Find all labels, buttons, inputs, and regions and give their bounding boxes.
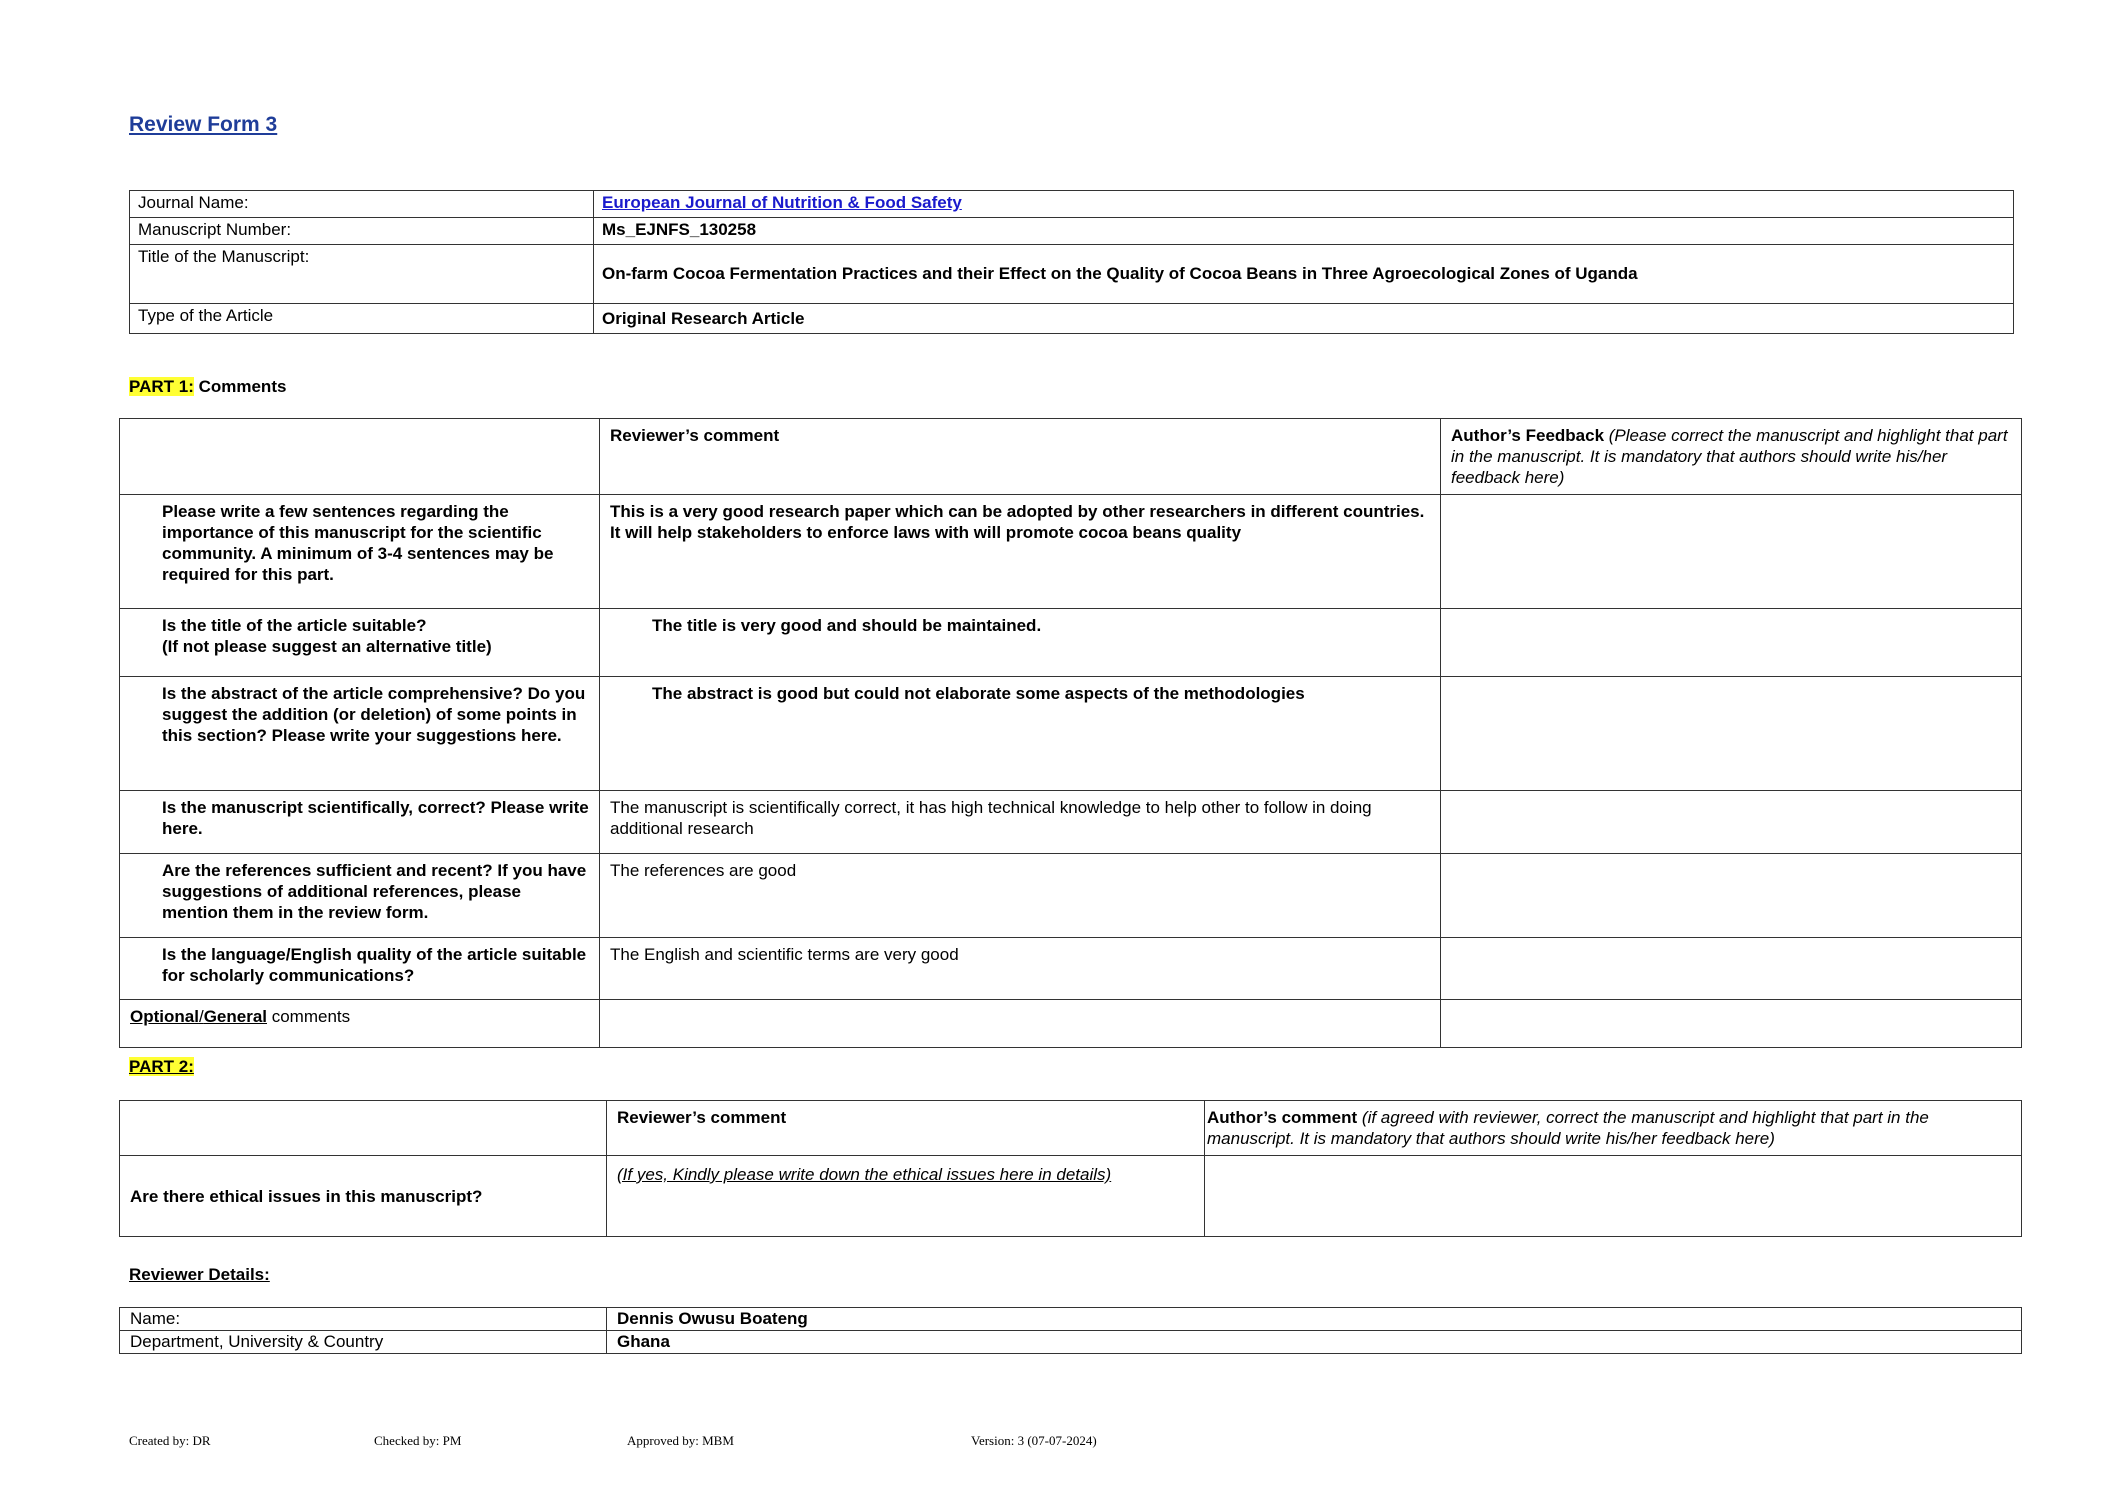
optional-reviewer-cell[interactable]: [600, 1000, 1441, 1048]
comment-language[interactable]: The English and scientific terms are very good: [600, 938, 1441, 1000]
table-row: [120, 495, 2022, 609]
reviewer-comment-header: Reviewer’s comment: [600, 419, 1441, 495]
ethics-author-cell[interactable]: [1205, 1156, 2022, 1237]
question-abstract: Is the abstract of the article comprehensive? Do you suggest the addition (or deletion) of some points in this section? Please write your suggestions here.: [120, 677, 600, 791]
author-feedback-header-note: (Please correct the manuscript and highlight that part in the manuscript. It is mandatory that authors should write his/her feedback here): [1451, 426, 2008, 487]
optional-separator: /: [198, 1007, 204, 1026]
question-references: Are the references sufficient and recent? If you have suggestions of additional references, please mention them in the review form.: [120, 854, 600, 938]
footer-checked: Checked by: PM: [374, 1433, 462, 1448]
author-feedback-header-bold: Author’s Feedback: [1451, 426, 1605, 445]
manuscript-title-label: Title of the Manuscript:: [130, 245, 594, 304]
ethics-question: Are there ethical issues in this manuscript?: [120, 1156, 607, 1237]
journal-row: [130, 191, 2014, 218]
comment-scientific[interactable]: The manuscript is scientifically correct, it has high technical knowledge to help other to follow in doing additional research: [600, 791, 1441, 854]
optional-suffix: comments: [267, 1007, 351, 1026]
comment-importance[interactable]: This is a very good research paper which can be adopted by other researchers in different countries. It will help stakeholders to enforce laws with will promote cocoa beans quality: [600, 495, 1441, 609]
table-row: [120, 791, 2022, 854]
reviewer-name-value: Dennis Owusu Boateng: [607, 1308, 2022, 1331]
part2-author-header-bold: Author’s comment: [1207, 1108, 1358, 1127]
part2-author-header: [1205, 1101, 2022, 1156]
question-importance: Please write a few sentences regarding the importance of this manuscript for the scientific community. A minimum of 3-4 sentences may be required for this part.: [120, 495, 600, 609]
manuscript-number-value: Ms_EJNFS_130258: [594, 218, 2014, 245]
part1-suffix: Comments: [193, 377, 287, 396]
manuscript-number-label: Manuscript Number:: [130, 218, 594, 245]
author-feedback-cell[interactable]: [1441, 677, 2022, 791]
part1-heading: [129, 377, 286, 397]
part1-comments-table: [119, 418, 2022, 1048]
author-feedback-cell[interactable]: [1441, 854, 2022, 938]
part2-heading: [129, 1057, 194, 1077]
question-title-line2: (If not please suggest an alternative title): [162, 637, 492, 656]
reviewer-dept-row: [120, 1331, 2022, 1354]
optional-author-cell[interactable]: [1441, 1000, 2022, 1048]
optional-comments-label: [120, 1000, 600, 1048]
ethics-row: [120, 1156, 2022, 1237]
article-type-value: Original Research Article: [594, 304, 2014, 334]
footer-created: Created by: DR: [129, 1433, 211, 1448]
manuscript-number-row: [130, 218, 2014, 245]
article-type-label: Type of the Article: [130, 304, 594, 334]
question-scientific: Is the manuscript scientifically, correct? Please write here.: [120, 791, 600, 854]
article-type-row: [130, 304, 2014, 334]
optional-comments-row: [120, 1000, 2022, 1048]
manuscript-info-table: [129, 190, 2014, 334]
part2-author-header-note: (if agreed with reviewer, correct the manuscript and highlight that part in the manuscript. It is mandatory that authors should write his/her feedback here): [1207, 1108, 1929, 1148]
part2-label: PART 2:: [129, 1057, 194, 1076]
table-row: [120, 938, 2022, 1000]
reviewer-dept-value: Ghana: [607, 1331, 2022, 1354]
journal-label: Journal Name:: [130, 191, 594, 218]
part1-label: PART 1:: [129, 377, 194, 396]
reviewer-name-row: [120, 1308, 2022, 1331]
comment-title[interactable]: The title is very good and should be maintained.: [600, 609, 1441, 677]
reviewer-dept-label: Department, University & Country: [120, 1331, 607, 1354]
ethics-comment[interactable]: (If yes, Kindly please write down the ethical issues here in details): [617, 1165, 1112, 1184]
journal-link[interactable]: European Journal of Nutrition & Food Safety: [602, 193, 962, 212]
question-language: Is the language/English quality of the article suitable for scholarly communications?: [120, 938, 600, 1000]
manuscript-title-value: On-farm Cocoa Fermentation Practices and their Effect on the Quality of Cocoa Beans in Three Agroecological Zones of Uganda: [594, 245, 2014, 304]
comment-abstract[interactable]: The abstract is good but could not elaborate some aspects of the methodologies: [600, 677, 1441, 791]
footer-version: Version: 3 (07-07-2024): [971, 1433, 1097, 1448]
table-row: [120, 677, 2022, 791]
footer-approved: Approved by: MBM: [627, 1433, 734, 1448]
author-feedback-cell[interactable]: [1441, 495, 2022, 609]
part1-header-row: [120, 419, 2022, 495]
question-title: [120, 609, 600, 677]
manuscript-title-row: [130, 245, 2014, 304]
reviewer-details-table: [119, 1307, 2022, 1354]
reviewer-details-heading: Reviewer Details:: [129, 1265, 270, 1284]
author-feedback-cell[interactable]: [1441, 609, 2022, 677]
form-title[interactable]: Review Form 3: [129, 113, 278, 136]
comment-references[interactable]: The references are good: [600, 854, 1441, 938]
reviewer-name-label: Name:: [120, 1308, 607, 1331]
part2-ethics-table: [119, 1100, 2022, 1237]
table-row: [120, 854, 2022, 938]
author-feedback-cell[interactable]: [1441, 938, 2022, 1000]
optional-word: Optional: [130, 1007, 199, 1026]
author-feedback-cell[interactable]: [1441, 791, 2022, 854]
general-word: General: [203, 1007, 267, 1026]
table-row: [120, 609, 2022, 677]
author-feedback-header: [1441, 419, 2022, 495]
question-title-line1: Is the title of the article suitable?: [162, 616, 427, 635]
part2-header-row: [120, 1101, 2022, 1156]
part2-reviewer-header: Reviewer’s comment: [607, 1101, 1205, 1156]
